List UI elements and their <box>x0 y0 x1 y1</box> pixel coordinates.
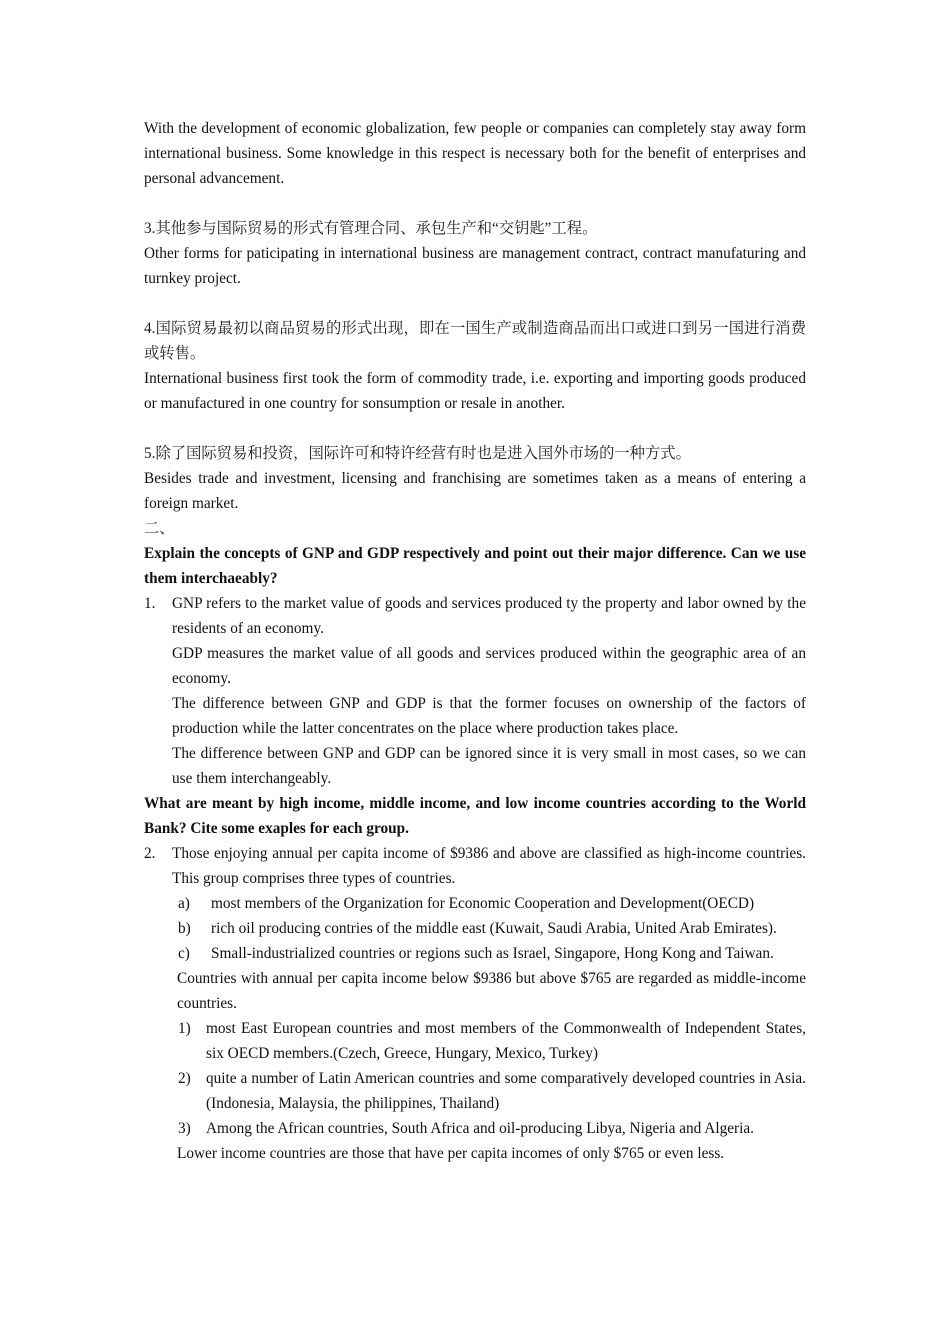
answer-2-number: 2. <box>144 845 156 862</box>
list-marker: b) <box>178 920 191 937</box>
low-income-text: Lower income countries are those that have per capita incomes of only $765 or even less. <box>177 1145 725 1162</box>
list-item <box>144 1016 806 1066</box>
document-body <box>144 116 806 1166</box>
list-item <box>144 941 806 966</box>
list-item <box>144 1066 806 1116</box>
list-marker: c) <box>178 945 190 962</box>
item3-chinese: 3.其他参与国际贸易的形式有管理合同、承包生产和“交钥匙”工程。 <box>144 220 598 237</box>
middle-income-intro: Countries with annual per capita income below $9386 but above $765 are regarded as middle-income countries. <box>177 970 806 1012</box>
answer-2 <box>144 841 806 891</box>
list-item-text: rich oil producing contries of the middle east (Kuwait, Saudi Arabia, United Arab Emirates). <box>211 920 777 937</box>
answer-1-number: 1. <box>144 595 156 612</box>
section-heading: 二、 <box>144 520 175 537</box>
intro-paragraph: With the development of economic globalization, few people or companies can completely stay away form international business. Some knowledge in this respect is necessary both for the benefit of enterprises and personal advancement. <box>144 120 806 187</box>
spacer <box>144 416 806 441</box>
answer-1 <box>144 591 806 791</box>
list-item <box>144 1116 806 1141</box>
list-item-text: most members of the Organization for Economic Cooperation and Development(OECD) <box>211 895 755 912</box>
item5-english: Besides trade and investment, licensing and franchising are sometimes taken as a means of entering a foreign market. <box>144 470 806 512</box>
item3-english: Other forms for paticipating in international business are management contract, contract manufaturing and turnkey project. <box>144 245 806 287</box>
answer-1-difference: The difference between GNP and GDP is that the former focuses on ownership of the factors of production while the latter concentrates on the place where production takes place. <box>172 695 806 737</box>
answer-1-gdp: GDP measures the market value of all goods and services produced within the geographic area of an economy. <box>172 645 806 687</box>
answer-1-interchangeable: The difference between GNP and GDP can be ignored since it is very small in most cases, so we can use them interchangeably. <box>172 745 806 787</box>
list-marker: 3) <box>178 1120 191 1137</box>
item4-english: International business first took the form of commodity trade, i.e. exporting and importing goods produced or manufactured in one country for sonsumption or resale in another. <box>144 370 806 412</box>
item4-chinese: 4.国际贸易最初以商品贸易的形式出现，即在一国生产或制造商品而出口或进口到另一国进行消费或转售。 <box>144 320 806 362</box>
item5-chinese: 5.除了国际贸易和投资，国际许可和特许经营有时也是进入国外市场的一种方式。 <box>144 445 691 462</box>
list-marker: a) <box>178 895 190 912</box>
spacer <box>144 291 806 316</box>
list-item <box>144 891 806 916</box>
answer-2-intro: Those enjoying annual per capita income of $9386 and above are classified as high-income countries. This group comprises three types of countries. <box>172 845 806 887</box>
list-marker: 1) <box>178 1020 191 1037</box>
list-item-text: quite a number of Latin American countries and some comparatively developed countries in Asia.(Indonesia, Malaysia, the philippines, Thailand) <box>206 1070 806 1112</box>
list-item <box>144 916 806 941</box>
spacer <box>144 191 806 216</box>
answer-1-gnp: GNP refers to the market value of goods and services produced ty the property and labor owned by the residents of an economy. <box>172 595 806 637</box>
question-gnp-gdp: Explain the concepts of GNP and GDP respectively and point out their major difference. Can we use them interchaeably? <box>144 545 806 587</box>
question-income-groups: What are meant by high income, middle income, and low income countries according to the World Bank? Cite some exaples for each group. <box>144 795 806 837</box>
list-item-text: most East European countries and most members of the Commonwealth of Independent States, six OECD members.(Czech, Greece, Hungary, Mexico, Turkey) <box>206 1020 806 1062</box>
list-item-text: Among the African countries, South Africa and oil-producing Libya, Nigeria and Algeria. <box>206 1120 754 1137</box>
list-marker: 2) <box>178 1070 191 1087</box>
list-item-text: Small-industrialized countries or regions such as Israel, Singapore, Hong Kong and Taiwan. <box>211 945 774 962</box>
